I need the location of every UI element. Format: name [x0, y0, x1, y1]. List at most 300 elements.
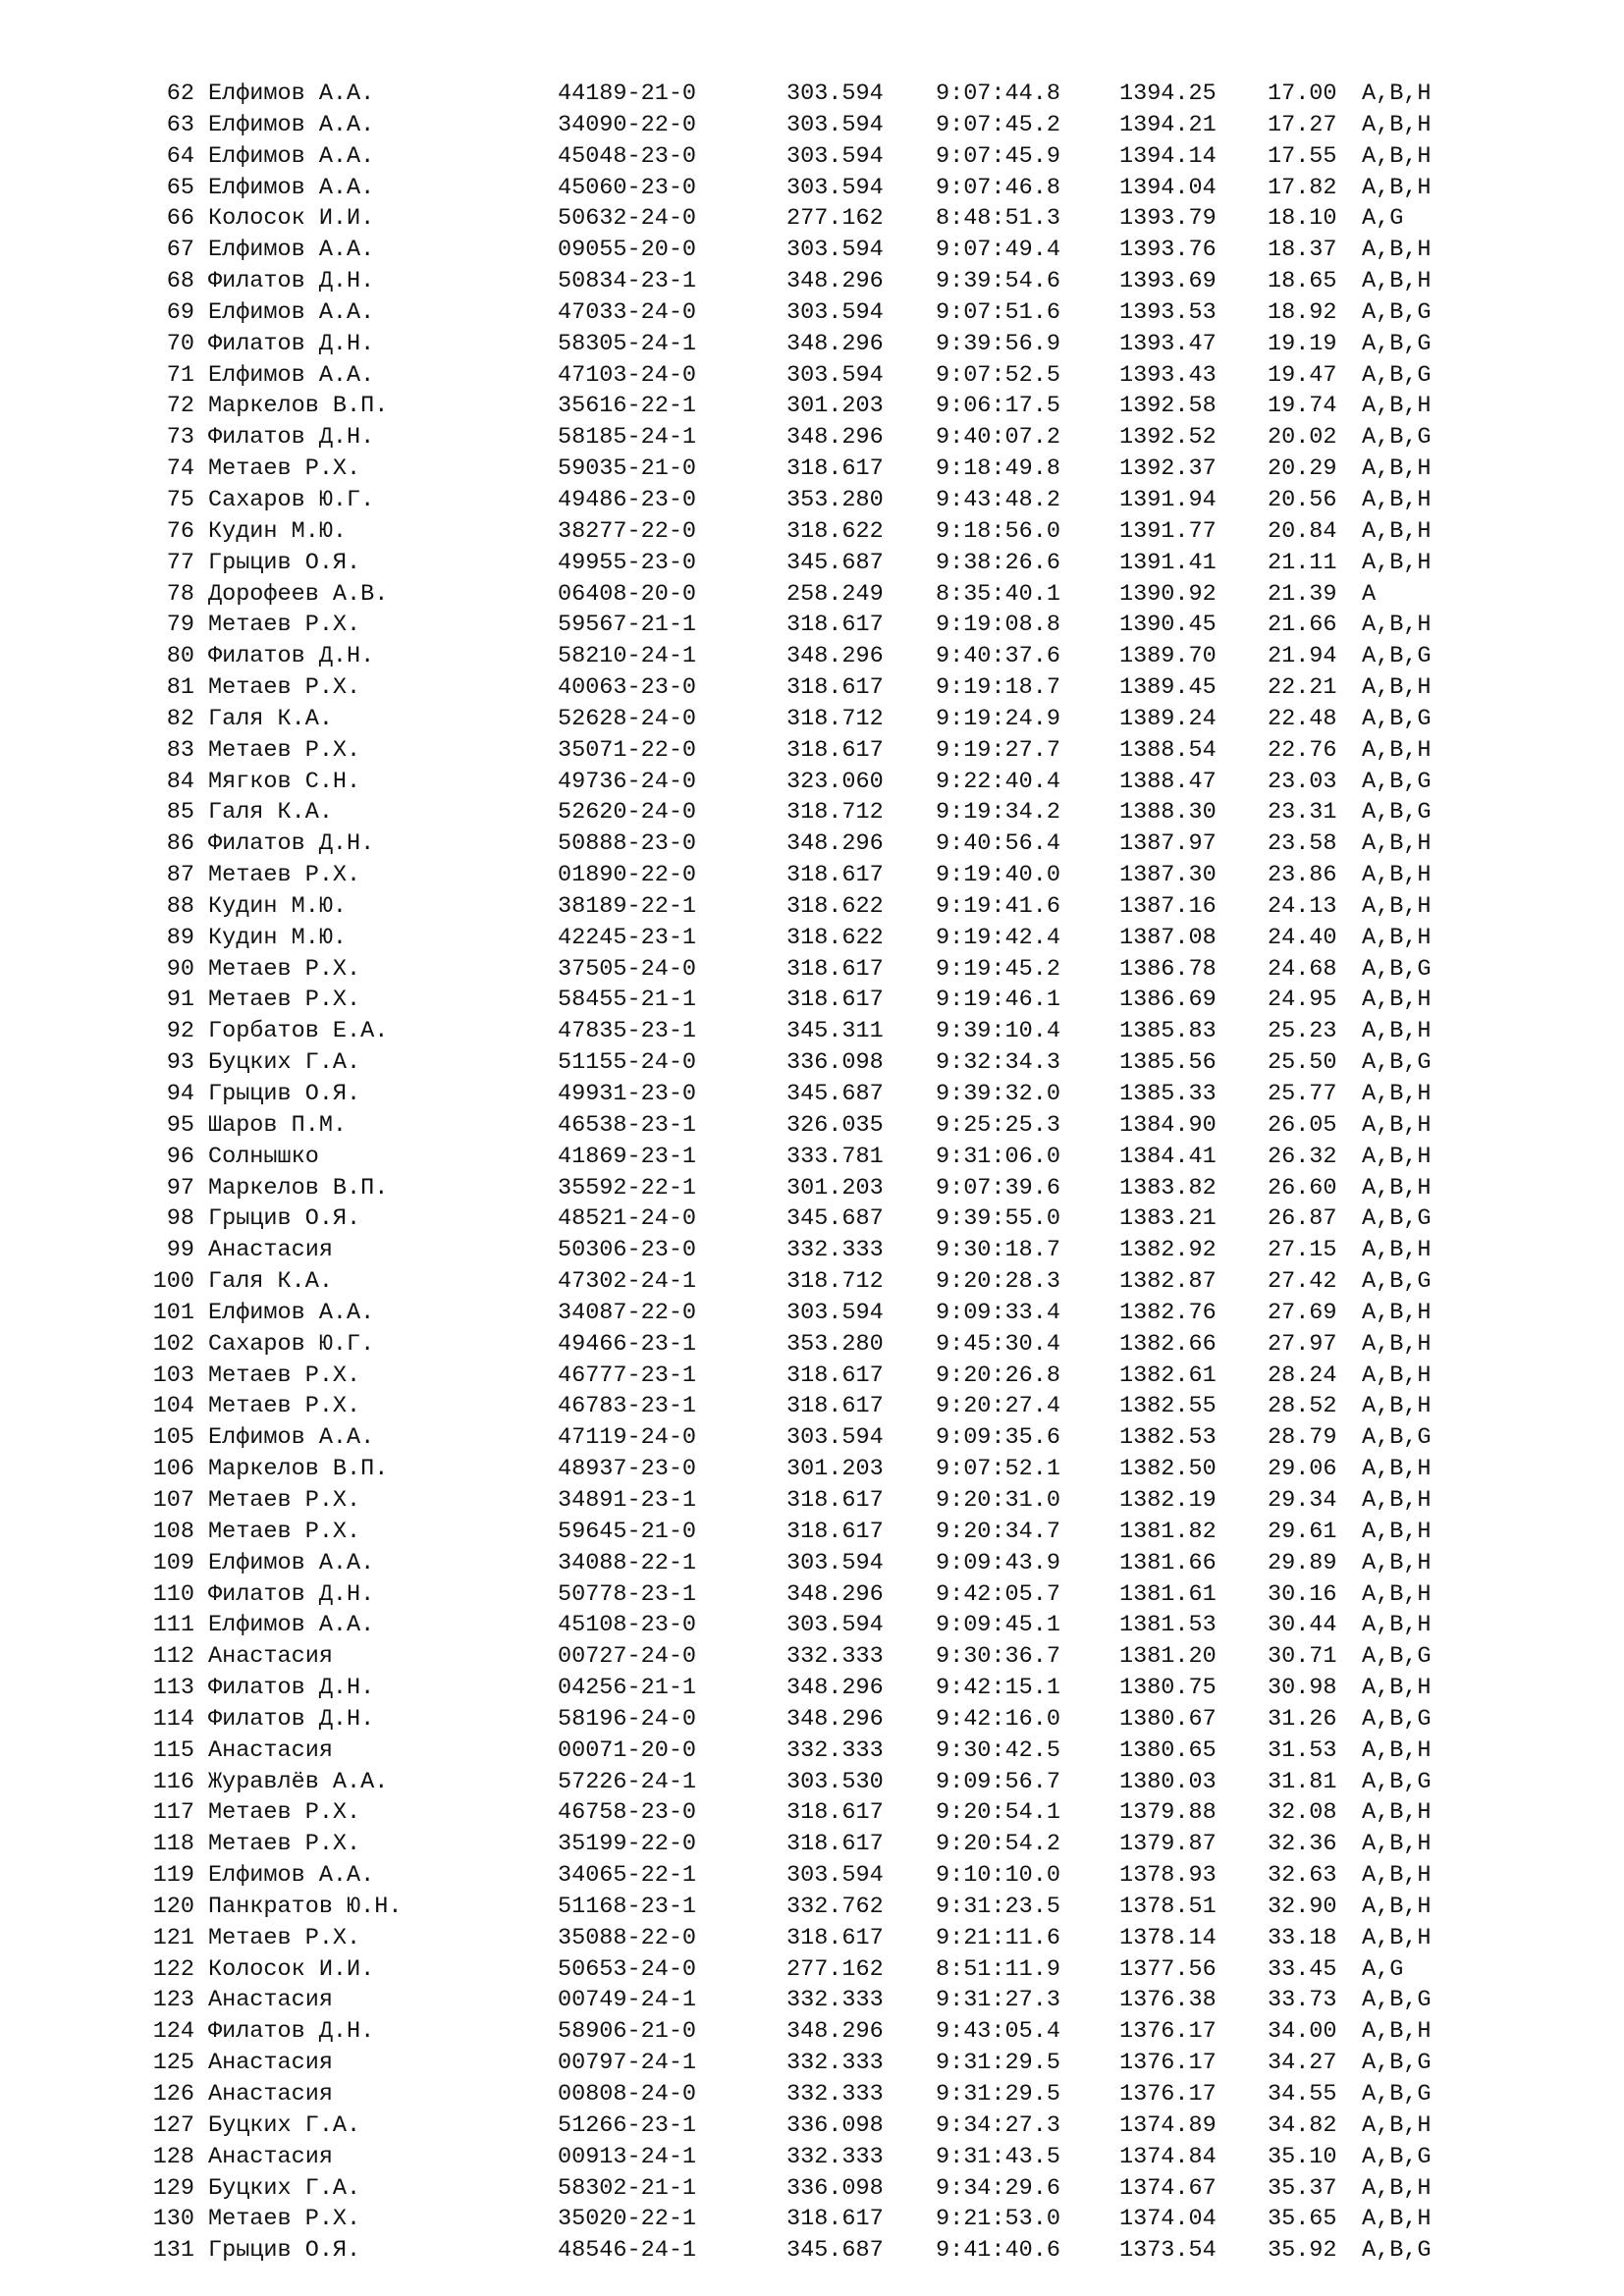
arrival-time: 9:07:52.1	[936, 1456, 1060, 1483]
arrival-time: 9:20:27.4	[936, 1393, 1060, 1420]
speed: 1382.19	[1119, 1486, 1217, 1514]
ring-number: 50653-24-0	[558, 1955, 697, 1983]
distance: 323.060	[786, 768, 884, 795]
table-row	[0, 422, 1624, 454]
distance: 303.594	[786, 298, 884, 326]
arrival-time: 9:07:44.8	[936, 80, 1060, 107]
place-number: 113	[152, 1675, 194, 1702]
distance: 332.333	[786, 1643, 884, 1671]
ring-number: 58210-24-1	[558, 643, 697, 670]
distance: 336.098	[786, 2174, 884, 2202]
category: A,B,H	[1362, 1143, 1432, 1170]
speed: 1390.45	[1119, 612, 1217, 639]
place-number: 107	[152, 1486, 194, 1514]
ring-number: 59035-21-0	[558, 455, 697, 483]
category: A,B,H	[1362, 1893, 1432, 1920]
distance: 348.296	[786, 1705, 884, 1733]
category: A,B,H	[1362, 1174, 1432, 1201]
speed: 1388.30	[1119, 799, 1217, 827]
speed: 1382.76	[1119, 1299, 1217, 1326]
fancier-name: Солнышко	[208, 1143, 319, 1170]
place-number: 73	[166, 424, 194, 452]
category: A,B,H	[1362, 987, 1432, 1014]
arrival-time: 9:19:27.7	[936, 736, 1060, 764]
speed: 1381.82	[1119, 1518, 1217, 1545]
points: 18.65	[1268, 268, 1337, 295]
fancier-name: Грыцив О.Я.	[208, 1081, 361, 1107]
distance: 303.594	[786, 1549, 884, 1576]
category: A,B,H	[1362, 1736, 1432, 1764]
arrival-time: 9:42:16.0	[936, 1705, 1060, 1733]
category: A,B,H	[1362, 1799, 1432, 1827]
table-row	[0, 203, 1624, 235]
category: A,G	[1362, 1955, 1404, 1983]
category: A,B,H	[1362, 892, 1432, 920]
fancier-name: Анастасия	[208, 2050, 333, 2077]
place-number: 99	[166, 1237, 194, 1264]
table-row	[0, 797, 1624, 828]
category: A,B,H	[1362, 237, 1432, 264]
place-number: 63	[166, 111, 194, 138]
points: 30.71	[1268, 1643, 1337, 1671]
fancier-name: Сахаров Ю.Г.	[208, 1330, 375, 1358]
table-row	[0, 579, 1624, 611]
points: 29.61	[1268, 1518, 1337, 1545]
ring-number: 58302-21-1	[558, 2174, 697, 2202]
table-row	[0, 2173, 1624, 2205]
arrival-time: 9:19:24.9	[936, 705, 1060, 732]
points: 32.63	[1268, 1862, 1337, 1890]
points: 24.40	[1268, 924, 1337, 951]
ring-number: 44189-21-0	[558, 80, 697, 107]
ring-number: 45048-23-0	[558, 142, 697, 170]
place-number: 75	[166, 486, 194, 513]
fancier-name: Анастасия	[208, 1987, 333, 2014]
points: 32.90	[1268, 1893, 1337, 1920]
category: A,B,H	[1362, 830, 1432, 858]
category: A,B,G	[1362, 768, 1432, 795]
distance: 345.687	[786, 2237, 884, 2265]
speed: 1393.69	[1119, 268, 1217, 295]
table-row	[0, 1173, 1624, 1204]
ring-number: 45108-23-0	[558, 1612, 697, 1639]
speed: 1386.69	[1119, 987, 1217, 1014]
ring-number: 48546-24-1	[558, 2237, 697, 2265]
arrival-time: 9:43:05.4	[936, 2018, 1060, 2046]
fancier-name: Елфимов А.А.	[208, 298, 375, 326]
table-row	[0, 2204, 1624, 2235]
distance: 303.594	[786, 142, 884, 170]
distance: 318.617	[786, 612, 884, 639]
points: 28.52	[1268, 1393, 1337, 1420]
ring-number: 35071-22-0	[558, 736, 697, 764]
points: 35.37	[1268, 2174, 1337, 2202]
category: A,B,H	[1362, 1362, 1432, 1389]
fancier-name: Филатов Д.Н.	[208, 643, 375, 670]
points: 24.13	[1268, 892, 1337, 920]
fancier-name: Шаров П.М.	[208, 1111, 348, 1139]
ring-number: 00808-24-0	[558, 2081, 697, 2108]
arrival-time: 9:09:43.9	[936, 1549, 1060, 1576]
fancier-name: Кудин М.Ю.	[208, 924, 348, 951]
points: 17.55	[1268, 142, 1337, 170]
category: A,B,G	[1362, 1424, 1432, 1452]
distance: 348.296	[786, 830, 884, 858]
fancier-name: Елфимов А.А.	[208, 1299, 375, 1326]
place-number: 105	[152, 1424, 194, 1452]
arrival-time: 8:35:40.1	[936, 580, 1060, 608]
ring-number: 49931-23-0	[558, 1081, 697, 1107]
fancier-name: Филатов Д.Н.	[208, 424, 375, 452]
points: 22.21	[1268, 674, 1337, 702]
points: 30.44	[1268, 1612, 1337, 1639]
place-number: 74	[166, 455, 194, 483]
arrival-time: 9:38:26.6	[936, 549, 1060, 576]
arrival-time: 9:34:27.3	[936, 2111, 1060, 2139]
category: A,B,H	[1362, 1580, 1432, 1608]
table-row	[0, 1266, 1624, 1298]
points: 20.29	[1268, 455, 1337, 483]
place-number: 102	[152, 1330, 194, 1358]
table-row	[0, 1391, 1624, 1422]
place-number: 108	[152, 1518, 194, 1545]
speed: 1380.67	[1119, 1705, 1217, 1733]
speed: 1382.87	[1119, 1268, 1217, 1296]
ring-number: 47103-24-0	[558, 361, 697, 389]
category: A,B,H	[1362, 1018, 1432, 1045]
points: 20.02	[1268, 424, 1337, 452]
arrival-time: 8:51:11.9	[936, 1955, 1060, 1983]
fancier-name: Метаев Р.Х.	[208, 1393, 361, 1420]
fancier-name: Метаев Р.Х.	[208, 1924, 361, 1951]
points: 27.97	[1268, 1330, 1337, 1358]
table-row	[0, 297, 1624, 329]
arrival-time: 9:41:40.6	[936, 2237, 1060, 2265]
ring-number: 46758-23-0	[558, 1799, 697, 1827]
place-number: 67	[166, 237, 194, 264]
place-number: 80	[166, 643, 194, 670]
place-number: 66	[166, 205, 194, 233]
place-number: 98	[166, 1205, 194, 1233]
fancier-name: Мягков С.Н.	[208, 768, 361, 795]
distance: 303.530	[786, 1768, 884, 1795]
points: 19.19	[1268, 330, 1337, 357]
ring-number: 45060-23-0	[558, 174, 697, 201]
arrival-time: 9:31:23.5	[936, 1893, 1060, 1920]
arrival-time: 9:39:54.6	[936, 268, 1060, 295]
points: 24.95	[1268, 987, 1337, 1014]
distance: 332.333	[786, 2050, 884, 2077]
ring-number: 58906-21-0	[558, 2018, 697, 2046]
distance: 318.617	[786, 862, 884, 889]
table-row	[0, 173, 1624, 204]
distance: 318.617	[786, 1362, 884, 1389]
category: A,B,H	[1362, 1675, 1432, 1702]
category: A,B,H	[1362, 142, 1432, 170]
category: A,B,H	[1362, 2018, 1432, 2046]
table-row	[0, 1203, 1624, 1235]
points: 30.16	[1268, 1580, 1337, 1608]
fancier-name: Колосок И.И.	[208, 1955, 375, 1983]
category: A,B,H	[1362, 393, 1432, 420]
place-number: 118	[152, 1831, 194, 1858]
points: 18.37	[1268, 237, 1337, 264]
table-row	[0, 141, 1624, 173]
points: 35.92	[1268, 2237, 1337, 2265]
ring-number: 47119-24-0	[558, 1424, 697, 1452]
speed: 1382.61	[1119, 1362, 1217, 1389]
place-number: 82	[166, 705, 194, 732]
table-row	[0, 1235, 1624, 1266]
distance: 348.296	[786, 1675, 884, 1702]
ring-number: 50306-23-0	[558, 1237, 697, 1264]
ring-number: 38277-22-0	[558, 517, 697, 545]
category: A,B,H	[1362, 111, 1432, 138]
fancier-name: Филатов Д.Н.	[208, 1580, 375, 1608]
fancier-name: Грыцив О.Я.	[208, 2237, 361, 2265]
table-row	[0, 1860, 1624, 1892]
speed: 1387.08	[1119, 924, 1217, 951]
table-row	[0, 891, 1624, 923]
ring-number: 46538-23-1	[558, 1111, 697, 1139]
ring-number: 58305-24-1	[558, 330, 697, 357]
fancier-name: Буцких Г.А.	[208, 1049, 361, 1077]
speed: 1385.83	[1119, 1018, 1217, 1045]
place-number: 88	[166, 892, 194, 920]
distance: 303.594	[786, 80, 884, 107]
arrival-time: 9:19:45.2	[936, 955, 1060, 983]
ring-number: 51266-23-1	[558, 2111, 697, 2139]
fancier-name: Филатов Д.Н.	[208, 2018, 375, 2046]
distance: 318.712	[786, 705, 884, 732]
category: A,B,G	[1362, 1205, 1432, 1233]
arrival-time: 9:07:49.4	[936, 237, 1060, 264]
distance: 345.687	[786, 1081, 884, 1107]
points: 22.48	[1268, 705, 1337, 732]
table-row	[0, 2016, 1624, 2048]
speed: 1374.67	[1119, 2174, 1217, 2202]
place-number: 76	[166, 517, 194, 545]
arrival-time: 9:20:54.1	[936, 1799, 1060, 1827]
distance: 303.594	[786, 1612, 884, 1639]
speed: 1382.66	[1119, 1330, 1217, 1358]
speed: 1376.38	[1119, 1987, 1217, 2014]
speed: 1382.50	[1119, 1456, 1217, 1483]
ring-number: 59645-21-0	[558, 1518, 697, 1545]
points: 29.89	[1268, 1549, 1337, 1576]
points: 17.27	[1268, 111, 1337, 138]
arrival-time: 8:48:51.3	[936, 205, 1060, 233]
fancier-name: Анастасия	[208, 1736, 333, 1764]
place-number: 129	[152, 2174, 194, 2202]
arrival-time: 9:39:32.0	[936, 1081, 1060, 1107]
points: 31.81	[1268, 1768, 1337, 1795]
speed: 1380.03	[1119, 1768, 1217, 1795]
table-row	[0, 610, 1624, 641]
arrival-time: 9:07:45.9	[936, 142, 1060, 170]
table-row	[0, 923, 1624, 954]
arrival-time: 9:40:07.2	[936, 424, 1060, 452]
points: 21.39	[1268, 580, 1337, 608]
distance: 318.617	[786, 1518, 884, 1545]
ring-number: 34090-22-0	[558, 111, 697, 138]
fancier-name: Галя К.А.	[208, 1268, 333, 1296]
points: 29.06	[1268, 1456, 1337, 1483]
category: A,B,G	[1362, 298, 1432, 326]
fancier-name: Елфимов А.А.	[208, 174, 375, 201]
category: A,B,H	[1362, 2206, 1432, 2233]
fancier-name: Галя К.А.	[208, 705, 333, 732]
ring-number: 38189-22-1	[558, 892, 697, 920]
table-row	[0, 1485, 1624, 1517]
place-number: 116	[152, 1768, 194, 1795]
points: 17.00	[1268, 80, 1337, 107]
place-number: 90	[166, 955, 194, 983]
table-row	[0, 2048, 1624, 2079]
fancier-name: Елфимов А.А.	[208, 237, 375, 264]
place-number: 101	[152, 1299, 194, 1326]
table-row	[0, 2079, 1624, 2110]
points: 35.10	[1268, 2143, 1337, 2170]
ring-number: 49466-23-1	[558, 1330, 697, 1358]
arrival-time: 9:19:46.1	[936, 987, 1060, 1014]
place-number: 64	[166, 142, 194, 170]
table-row	[0, 641, 1624, 672]
speed: 1381.61	[1119, 1580, 1217, 1608]
arrival-time: 9:20:28.3	[936, 1268, 1060, 1296]
table-row	[0, 672, 1624, 704]
ring-number: 01890-22-0	[558, 862, 697, 889]
speed: 1374.84	[1119, 2143, 1217, 2170]
points: 21.94	[1268, 643, 1337, 670]
distance: 332.333	[786, 2143, 884, 2170]
arrival-time: 9:43:48.2	[936, 486, 1060, 513]
speed: 1393.79	[1119, 205, 1217, 233]
category: A,B,H	[1362, 1456, 1432, 1483]
arrival-time: 9:34:29.6	[936, 2174, 1060, 2202]
category: A,B,G	[1362, 2081, 1432, 2108]
table-row	[0, 1329, 1624, 1361]
arrival-time: 9:07:45.2	[936, 111, 1060, 138]
fancier-name: Метаев Р.Х.	[208, 1362, 361, 1389]
table-row	[0, 1829, 1624, 1860]
arrival-time: 9:18:49.8	[936, 455, 1060, 483]
arrival-time: 9:06:17.5	[936, 393, 1060, 420]
ring-number: 00913-24-1	[558, 2143, 697, 2170]
speed: 1380.65	[1119, 1736, 1217, 1764]
distance: 301.203	[786, 1174, 884, 1201]
fancier-name: Панкратов Ю.Н.	[208, 1893, 403, 1920]
category: A,B,H	[1362, 1486, 1432, 1514]
category: A,B,H	[1362, 1862, 1432, 1890]
ring-number: 50834-23-1	[558, 268, 697, 295]
points: 25.50	[1268, 1049, 1337, 1077]
place-number: 100	[152, 1268, 194, 1296]
fancier-name: Маркелов В.П.	[208, 1174, 389, 1201]
speed: 1393.47	[1119, 330, 1217, 357]
category: A,G	[1362, 205, 1404, 233]
place-number: 71	[166, 361, 194, 389]
distance: 348.296	[786, 2018, 884, 2046]
points: 31.26	[1268, 1705, 1337, 1733]
distance: 332.333	[786, 1987, 884, 2014]
points: 33.73	[1268, 1987, 1337, 2014]
points: 34.82	[1268, 2111, 1337, 2139]
fancier-name: Метаев Р.Х.	[208, 455, 361, 483]
distance: 303.594	[786, 1424, 884, 1452]
arrival-time: 9:19:34.2	[936, 799, 1060, 827]
place-number: 72	[166, 393, 194, 420]
fancier-name: Метаев Р.Х.	[208, 1518, 361, 1545]
fancier-name: Метаев Р.Х.	[208, 1486, 361, 1514]
fancier-name: Елфимов А.А.	[208, 111, 375, 138]
category: A,B,H	[1362, 174, 1432, 201]
distance: 318.712	[786, 1268, 884, 1296]
ring-number: 42245-23-1	[558, 924, 697, 951]
place-number: 121	[152, 1924, 194, 1951]
distance: 318.617	[786, 674, 884, 702]
distance: 345.311	[786, 1018, 884, 1045]
table-row	[0, 2110, 1624, 2142]
speed: 1384.90	[1119, 1111, 1217, 1139]
speed: 1392.52	[1119, 424, 1217, 452]
distance: 318.622	[786, 892, 884, 920]
results-table	[0, 79, 1624, 2267]
table-row	[0, 1704, 1624, 1735]
distance: 318.617	[786, 987, 884, 1014]
distance: 348.296	[786, 424, 884, 452]
arrival-time: 9:39:10.4	[936, 1018, 1060, 1045]
arrival-time: 9:31:27.3	[936, 1987, 1060, 2014]
arrival-time: 9:40:37.6	[936, 643, 1060, 670]
fancier-name: Горбатов Е.А.	[208, 1018, 389, 1045]
place-number: 127	[152, 2111, 194, 2139]
points: 35.65	[1268, 2206, 1337, 2233]
table-row	[0, 1673, 1624, 1704]
speed: 1394.25	[1119, 80, 1217, 107]
arrival-time: 9:07:51.6	[936, 298, 1060, 326]
ring-number: 52620-24-0	[558, 799, 697, 827]
distance: 277.162	[786, 1955, 884, 1983]
ring-number: 37505-24-0	[558, 955, 697, 983]
speed: 1374.89	[1119, 2111, 1217, 2139]
speed: 1386.78	[1119, 955, 1217, 983]
points: 18.10	[1268, 205, 1337, 233]
fancier-name: Филатов Д.Н.	[208, 1675, 375, 1702]
speed: 1387.97	[1119, 830, 1217, 858]
place-number: 77	[166, 549, 194, 576]
points: 19.74	[1268, 393, 1337, 420]
table-row	[0, 1610, 1624, 1641]
category: A,B,G	[1362, 424, 1432, 452]
place-number: 131	[152, 2237, 194, 2265]
ring-number: 47033-24-0	[558, 298, 697, 326]
category: A,B,H	[1362, 736, 1432, 764]
fancier-name: Метаев Р.Х.	[208, 612, 361, 639]
arrival-time: 9:30:18.7	[936, 1237, 1060, 1264]
distance: 318.617	[786, 1799, 884, 1827]
ring-number: 00797-24-1	[558, 2050, 697, 2077]
ring-number: 35592-22-1	[558, 1174, 697, 1201]
ring-number: 34065-22-1	[558, 1862, 697, 1890]
table-row	[0, 1142, 1624, 1173]
category: A,B,H	[1362, 549, 1432, 576]
speed: 1388.47	[1119, 768, 1217, 795]
place-number: 126	[152, 2081, 194, 2108]
distance: 318.622	[786, 517, 884, 545]
arrival-time: 9:32:34.3	[936, 1049, 1060, 1077]
category: A,B,G	[1362, 705, 1432, 732]
